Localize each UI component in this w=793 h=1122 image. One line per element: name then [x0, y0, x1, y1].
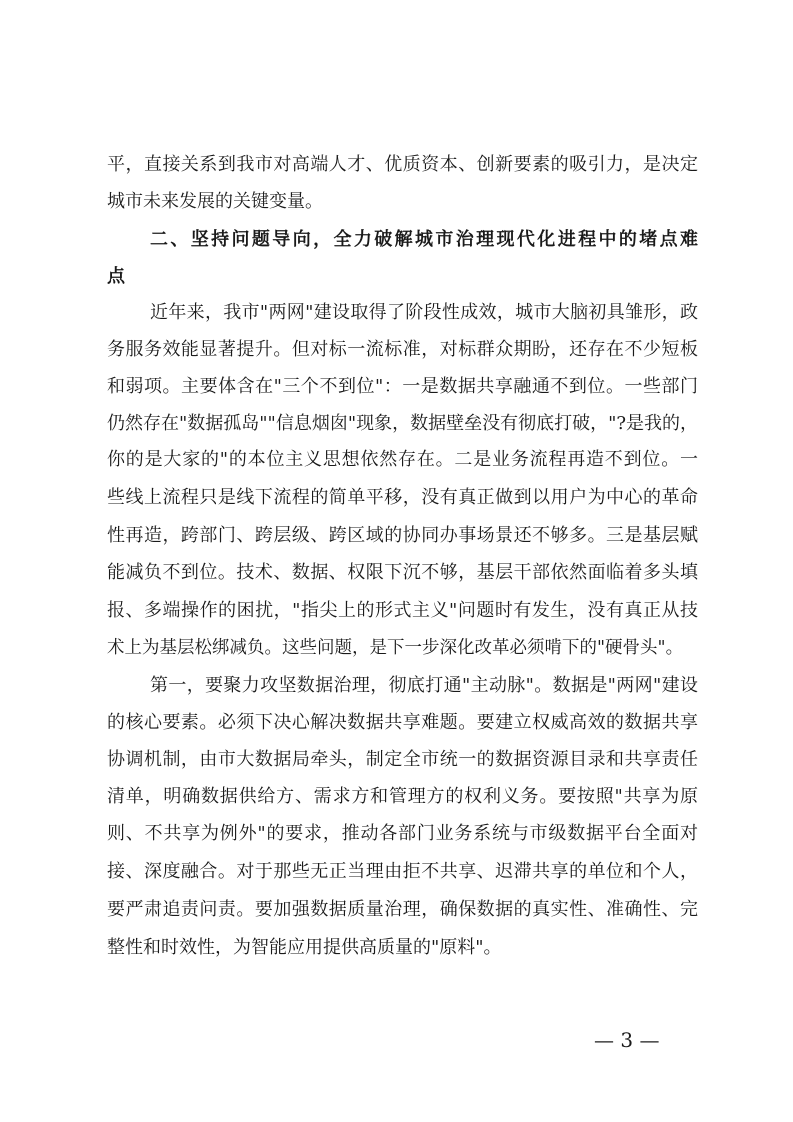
- section-heading-line: 二、坚持问题导向，全力破解城市治理现代化进程中的堵点难: [150, 229, 698, 250]
- paragraph-line: 接、深度融合。对于那些无正当理由拒不共享、迟滞共享的单位和个人，: [107, 861, 698, 882]
- paragraph-line: 平，直接关系到我市对高端人才、优质资本、创新要素的吸引力，是决定: [107, 154, 698, 175]
- paragraph-line: 整性和时效性，为智能应用提供高质量的"原料"。: [107, 937, 502, 958]
- paragraph-line: 术上为基层松绑减负。这些问题，是下一步深化改革必须啃下的"硬骨头"。: [107, 638, 684, 658]
- paragraph-line: 些线上流程只是线下流程的简单平移，没有真正做到以用户为中心的革命: [107, 487, 698, 508]
- paragraph-line: 能减负不到位。技术、数据、权限下沉不够，基层干部依然面临着多头填: [107, 562, 698, 583]
- paragraph-line: 仍然存在"数据孤岛""信息烟囱"现象，数据壁垒没有彻底打破，"?是我的，: [107, 413, 699, 434]
- paragraph-line: 协调机制，由市大数据局牵头，制定全市统一的数据资源目录和共享责任: [107, 749, 698, 770]
- section-heading-line: 点: [107, 266, 125, 287]
- paragraph-line: 和弱项。主要体含在"三个不到位"：一是数据共享融通不到位。一些部门: [107, 376, 698, 397]
- paragraph-line: 清单，明确数据供给方、需求方和管理方的权利义务。要按照"共享为原: [107, 786, 698, 807]
- page-number: — 3 —: [594, 1028, 660, 1052]
- paragraph-line: 城市未来发展的关键变量。: [107, 191, 323, 212]
- paragraph-line: 要严肃追责问责。要加强数据质量治理，确保数据的真实性、准确性、完: [107, 899, 698, 920]
- paragraph-line: 近年来，我市"两网"建设取得了阶段性成效，城市大脑初具雏形，政: [150, 302, 698, 323]
- paragraph-line: 则、不共享为例外"的要求，推动各部门业务系统与市级数据平台全面对: [107, 823, 698, 844]
- paragraph-line: 报、多端操作的困扰，"指尖上的形式主义"问题时有发生，没有真正从技: [107, 600, 698, 621]
- paragraph-line: 的核心要素。必须下决心解决数据共享难题。要建立权威高效的数据共享: [107, 712, 698, 733]
- paragraph-line: 你的是大家的"的本位主义思想依然存在。二是业务流程再造不到位。一: [107, 449, 698, 470]
- paragraph-line: 性再造，跨部门、跨层级、跨区域的协同办事场景还不够多。三是基层赋: [107, 525, 698, 546]
- paragraph-line: 务服务效能显著提升。但对标一流标准，对标群众期盼，还存在不少短板: [107, 339, 698, 360]
- paragraph-line: 第一，要聚力攻坚数据治理，彻底打通"主动脉"。数据是"两网"建设: [150, 675, 698, 696]
